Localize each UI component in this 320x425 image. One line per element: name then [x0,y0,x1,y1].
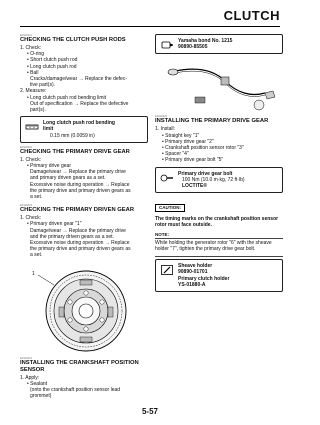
body-text: Out of specification → Replace the defective [30,100,129,107]
page-number: 5-57 [141,407,158,416]
spec-label: Primary drive gear bolt [178,170,233,177]
step-line: 2. Measure: [20,88,47,95]
list-item: • Short clutch push rod [27,57,78,64]
note-text: While holding the generator rotor "6" with the sheave holder "7", tighten the primary drive gear bolt. [155,240,272,253]
body-text: part(s). [30,107,46,114]
list-item: • Primary drive gear "2" [162,138,214,145]
right-column [155,34,283,295]
step-line: 1. Check: [20,45,42,51]
list-item: • Primary drive gear bolt "5" [162,157,224,164]
bond-name: Yamaha bond No. 1215 [178,38,233,44]
caution-text: The timing marks on the crankshaft position sensor rotor must face outside. [155,216,279,229]
list-item: • Sealant [27,380,48,387]
body-text: the primary drive and primary driven gears as [30,187,131,194]
list-item: • Primary drive gear [27,163,71,170]
gear-drawing [20,261,148,357]
callout-label: 1 [32,270,35,277]
bond-part-number: 90890-85505 [178,44,208,51]
body-text: and primary driven gears as a set. [30,175,106,182]
loctite-label: LOCTITE® [182,183,208,190]
note-label: NOTE: [155,231,169,237]
section-title-driven-gear: CHECKING THE PRIMARY DRIVEN GEAR [20,207,135,214]
section-ref: EAS00321 [20,34,32,37]
section-title-drive-gear: CHECKING THE PRIMARY DRIVE GEAR [20,148,130,155]
body-text: Excessive noise during operation → Replace [30,181,130,188]
header-title: CLUTCH [223,8,280,23]
section-ref: EAS00325 [155,115,167,119]
spec-label: limit [43,126,54,133]
body-text: tive part(s). [30,82,56,89]
note-rule [155,256,283,257]
body-text: Cracks/damage/wear → Replace the defec- [30,76,127,83]
sensor-lead-illustration [155,57,283,115]
spec-value: 0.15 mm (0.0059 in) [50,132,95,139]
step-line: 1. Install: [155,126,176,133]
list-item: • Ball [27,69,39,76]
body-text: Damage/wear → Replace the primary drive [30,227,126,234]
list-item: • Spacer "4" [162,151,189,158]
section-title-install-drive-gear: INSTALLING THE PRIMARY DRIVE GEAR [155,118,269,125]
header-rule [20,26,280,27]
tool-box [155,259,283,292]
list-item: • Long clutch push rod [27,63,77,70]
step-line: 1. Check: [20,215,42,222]
tool-part-number: YS-01880-A [178,281,206,288]
list-item: • O-ring [27,51,45,58]
list-item: • Straight key "1" [162,132,200,139]
title-line: SENSOR [20,366,45,373]
spec-box [20,116,148,143]
left-column [20,34,148,400]
list-item: • Primary driven gear "1" [27,221,82,228]
torque-wrench-icon [160,172,174,184]
sealant-box [155,34,283,54]
body-text: a set. [30,194,43,201]
body-text: Damage/wear → Replace the primary drive [30,169,126,176]
body-text: a set. [30,252,43,259]
driven-gear-illustration [20,261,148,357]
page-header [0,0,300,26]
note-rule [155,238,283,239]
title-line: INSTALLING THE CRANKSHAFT POSITION [20,359,139,366]
torque-spec-box [155,167,283,194]
section-ref: EAS00322 [20,145,32,149]
section-title-push-rods: CHECKING THE CLUTCH PUSH RODS [20,37,126,43]
body-text: grommet) [30,393,52,400]
step-line: 1. Apply: [20,374,40,381]
section-title-sensor [20,360,148,374]
body-text: (onto the crankshaft position sensor lead [30,387,121,394]
body-text: Excessive noise during operation → Replace [30,240,130,247]
body-text: and the primary driven gears as a set. [30,233,114,240]
section-ref: EAS00323 [20,204,32,208]
spec-value: 100 Nm (10.0 m·kg, 72 ft·lb) [182,176,245,183]
tool-part-number: 90890-01701 [178,269,208,276]
caution-label: CAUTION: [155,204,185,212]
list-item: • Long clutch push rod bending limit [27,94,107,101]
tool-name: Sheave holder [178,263,213,270]
sealant-tube-icon [160,39,174,51]
ruler-icon [25,121,39,133]
spec-label: Long clutch push rod bending [43,120,115,127]
section-ref: EAS00324 [20,356,32,360]
sensor-drawing [155,57,283,115]
tool-icon [160,264,174,276]
tool-name: Primary clutch holder [178,275,230,282]
step-line: 1. Check: [20,156,42,163]
list-item: • Crankshaft position sensor rotor "3" [162,145,244,152]
body-text: the primary drive and primary driven gears as [30,246,131,253]
